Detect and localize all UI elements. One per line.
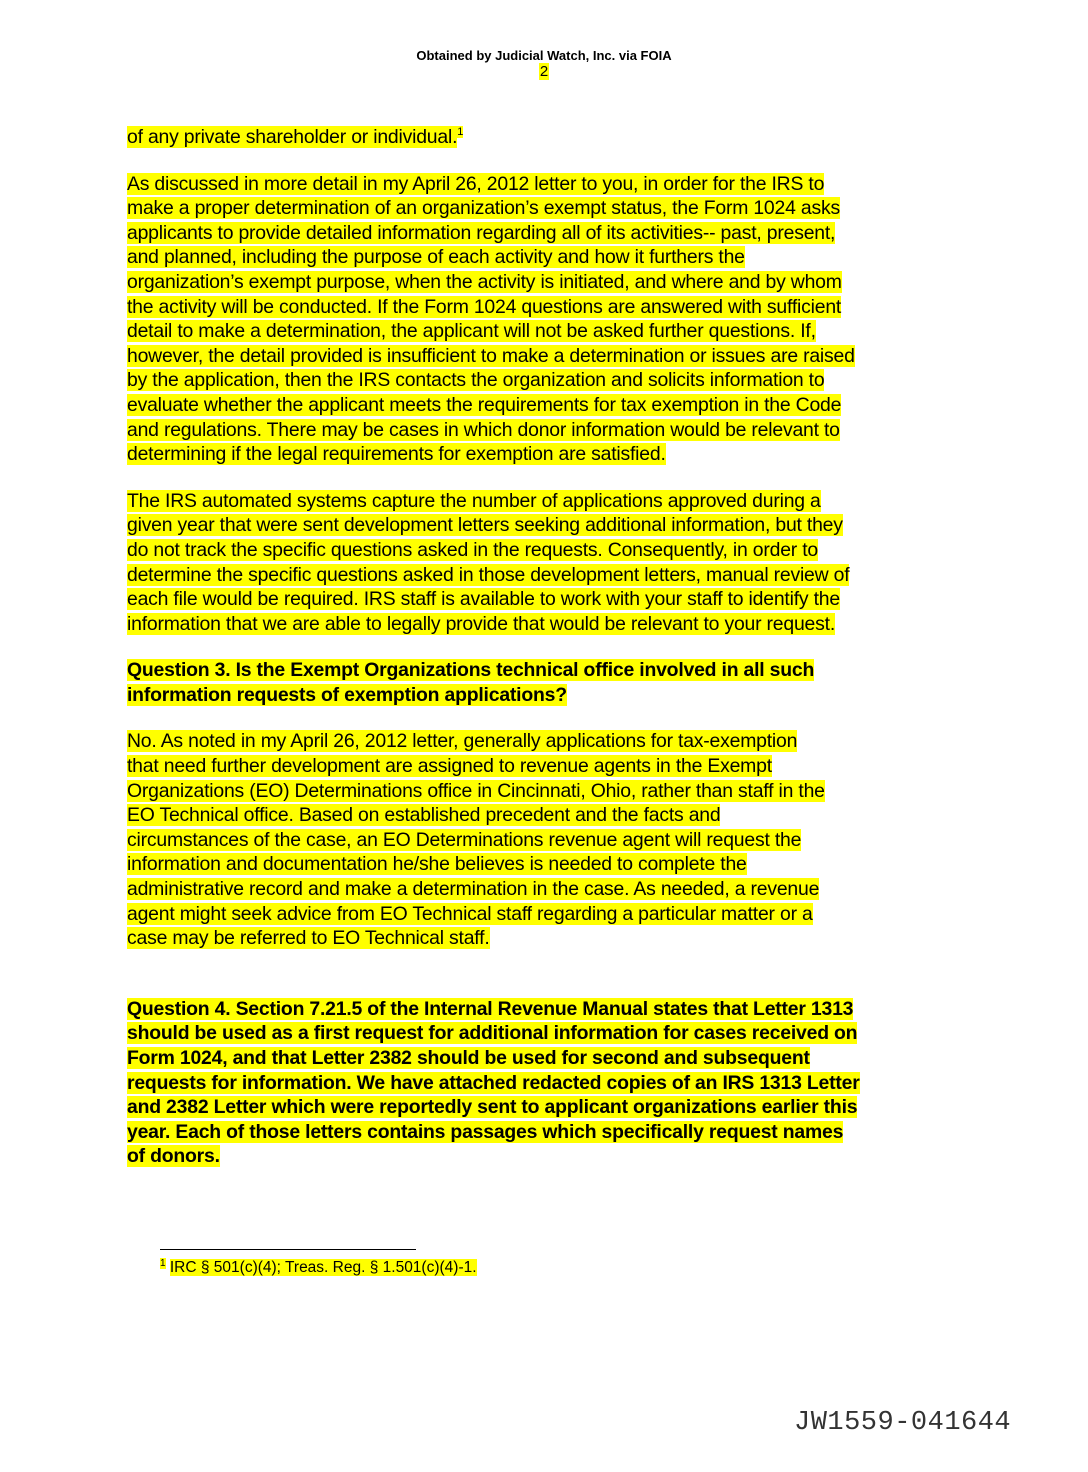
text-line: No. As noted in my April 26, 2012 letter, generally applications for tax-exemption <box>127 730 798 753</box>
text-line: The IRS automated systems capture the number of applications approved during a <box>127 489 821 512</box>
letter-body <box>127 125 967 1169</box>
text-line: determine the specific questions asked in those development letters, manual review of <box>127 563 850 586</box>
question-3-heading <box>127 658 967 707</box>
text-line: and regulations. There may be cases in which donor information would be relevant to <box>127 418 840 441</box>
text-line: information and documentation he/she believes is needed to complete the <box>127 853 747 876</box>
text-line: agent might seek advice from EO Technical staff regarding a particular matter or a <box>127 902 813 925</box>
text-line: year. Each of those letters contains passages which specifically request names <box>127 1120 844 1143</box>
text-line: of donors. <box>127 1145 220 1168</box>
text-line: administrative record and make a determination in the case. As needed, a revenue <box>127 878 820 901</box>
text-line: do not track the specific questions asked in the requests. Consequently, in order to <box>127 538 819 561</box>
footnote-text: IRC § 501(c)(4); Treas. Reg. § 1.501(c)(4)-1. <box>169 1259 477 1276</box>
text-line: detail to make a determination, the applicant will not be asked further questions. If, <box>127 320 816 343</box>
text-line: evaluate whether the applicant meets the requirements for tax exemption in the Code <box>127 393 842 416</box>
text-line: requests for information. We have attached redacted copies of an IRS 1313 Letter <box>127 1071 860 1094</box>
text-line: determining if the legal requirements for exemption are satisfied. <box>127 443 666 466</box>
text-line: make a proper determination of an organization’s exempt status, the Form 1024 asks <box>127 197 840 220</box>
text-line: the activity will be conducted. If the Form 1024 questions are answered with sufficient <box>127 295 842 318</box>
text-line: Form 1024, and that Letter 2382 should be used for second and subsequent <box>127 1047 810 1069</box>
question-4-heading <box>127 997 967 1169</box>
paragraph-automated-systems <box>127 489 967 637</box>
text-line: should be used as a first request for additional information for cases received on <box>127 1022 858 1045</box>
paragraph-form-1024-explanation <box>127 172 967 467</box>
text-line: EO Technical office. Based on established precedent and the facts and <box>127 804 721 827</box>
bates-number: JW1559-041644 <box>794 1408 1012 1438</box>
answer-3 <box>127 729 967 950</box>
text-line: information requests of exemption applications? <box>127 683 567 706</box>
footnote <box>160 1258 477 1278</box>
text-line: circumstances of the case, an EO Determinations revenue agent will request the <box>127 828 802 851</box>
text-line: given year that were sent development letters seeking additional information, but they <box>127 514 843 537</box>
text-line: information that we are able to legally provide that would be relevant to your request. <box>127 612 836 635</box>
text-line: by the application, then the IRS contacts the organization and solicits information to <box>127 369 825 392</box>
text-line: As discussed in more detail in my April 26, 2012 letter to you, in order for the IRS to <box>127 172 825 195</box>
text-line: however, the detail provided is insufficient to make a determination or issues are raised <box>127 344 855 367</box>
text-line: Question 4. Section 7.21.5 of the Internal Revenue Manual states that Letter 1313 <box>127 997 854 1020</box>
footnote-separator <box>160 1249 416 1250</box>
page-number-value: 2 <box>539 63 549 80</box>
text-line: case may be referred to EO Technical staff. <box>127 927 490 950</box>
page-number <box>0 64 1088 80</box>
text-line: and 2382 Letter which were reportedly sent to applicant organizations earlier this <box>127 1096 858 1119</box>
text-line: applicants to provide detailed information regarding all of its activities-- past, present, <box>127 221 836 244</box>
paragraph-continuation <box>127 125 967 150</box>
footnote-marker: 1 <box>160 1258 166 1269</box>
text-line: each file would be required. IRS staff is available to work with your staff to identify the <box>127 588 840 611</box>
text-line: of any private shareholder or individual. <box>127 126 458 148</box>
footnote-reference[interactable]: 1 <box>457 126 464 138</box>
text-line: and planned, including the purpose of each activity and how it furthers the <box>127 246 745 269</box>
text-line: organization’s exempt purpose, when the activity is initiated, and where and by whom <box>127 270 842 293</box>
foia-source-header: Obtained by Judicial Watch, Inc. via FOIA <box>416 48 672 63</box>
text-line: Question 3. Is the Exempt Organizations technical office involved in all such <box>127 659 815 682</box>
text-line: that need further development are assigned to revenue agents in the Exempt <box>127 755 772 778</box>
text-line: Organizations (EO) Determinations office in Cincinnati, Ohio, rather than staff in the <box>127 779 825 802</box>
